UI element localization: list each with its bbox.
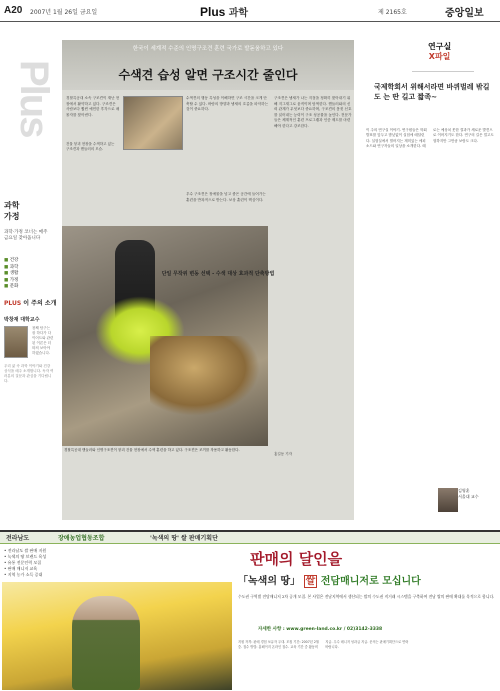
author-info: 김영훈 서울대 교수 bbox=[458, 488, 479, 499]
ad-description: 수도권 구역별 전담매니저 2차 공개 모집. 본 사업은 전남지역에서 생산되는 쌀의 수도권 직거래 시스템을 구축하여 전남 쌀의 판매 확대를 목적으로 합니다. bbox=[238, 594, 495, 599]
rescue-dog-photo-small bbox=[123, 96, 183, 150]
list-item: • 유통 전문인력 모집 bbox=[4, 560, 144, 566]
list-item: • 전라남도 쌀 판매 지원 bbox=[4, 548, 144, 554]
newspaper-logo: 중앙일보 bbox=[445, 8, 484, 19]
left-caption: 박창재 대학교수 bbox=[4, 317, 40, 323]
ad-header-bar bbox=[0, 532, 500, 544]
columnist-photo bbox=[4, 326, 28, 358]
list-item: • 판매 매니저 교육 bbox=[4, 566, 144, 572]
left-body: 첫째 탐구는 잘 하다가 다이어트와 관련된 이론은 더 따져 보아야 하겠습니다. bbox=[32, 326, 54, 355]
list-item: ■ 생활 bbox=[4, 271, 52, 278]
list-item: • 지역 농가 소득 증대 bbox=[4, 572, 144, 578]
author-photo bbox=[438, 488, 458, 512]
small-photo-caption: 건물 붕괴 현장을 수색하고 있는 구조견과 핸들러의 모습. bbox=[66, 142, 115, 151]
section-title: Plus 과학 bbox=[200, 5, 249, 19]
article-column-2b: 우수 구조견은 장애물을 넘고 좁은 공간에 들어가는 훈련을 반복적으로 받는다. 보상 훈련이 핵심이다. bbox=[186, 192, 266, 202]
list-item: • 녹색의 땅 브랜드 육성 bbox=[4, 554, 144, 560]
list-item: ■ 가정 bbox=[4, 278, 52, 285]
list-item: ■ 문화 bbox=[4, 284, 52, 291]
main-photo-caption: 경찰특공대 핸들러와 인명구조견이 붕괴 건물 현장에서 수색 훈련을 하고 있다. 구조견은 조끼를 착용하고 활동한다. bbox=[64, 448, 240, 452]
rescue-dog bbox=[150, 336, 260, 416]
ad-fine-print: 지원 자격: 판매 경험 보유자 우대. 모집 기간: 2007년 2월 중. 접수 방법: 홈페이지 온라인 접수. 교육 기간 중 활동비 지급. 우수 매니저 성과급 지급. 문의는 판매기획단으로 연락 바랍니다. bbox=[238, 640, 409, 649]
article-column-1: 경찰특공대 소속 구조견이 재난 현장에서 활약하고 있다. 구조견은 사람보다 훨씬 예민한 후각으로 매몰자를 찾아낸다. bbox=[66, 96, 120, 117]
list-item: ■ 과학 bbox=[4, 265, 52, 272]
page-header bbox=[0, 0, 500, 22]
ad-model-image bbox=[72, 596, 140, 690]
ad-title: 판매의 달인을 bbox=[250, 550, 343, 568]
article-headline: 수색견 습성 알면 구조시간 줄인다 bbox=[118, 68, 298, 82]
ad-bullets bbox=[4, 548, 144, 578]
ad-org: '녹색의 땅' 쌀 판매기획단 bbox=[150, 535, 218, 542]
ad-sponsor: 전라남도 bbox=[6, 535, 30, 542]
left-topic-list bbox=[4, 258, 52, 291]
left-section-title: 과학 가정 bbox=[4, 201, 20, 221]
ad-coop: 장애농업협동조합 bbox=[58, 535, 105, 542]
left-intro: 과학·가정 코너는 매주 금요일 찾아옵니다 bbox=[4, 230, 48, 241]
list-item: ■ 건강 bbox=[4, 258, 52, 265]
column-headline: 국제학회서 위해서라면 바퀴벌레 밖길도 는 딴 길고 짧족~ bbox=[374, 83, 490, 101]
plus-watermark: Plus bbox=[12, 60, 56, 137]
column-body: 이 주의 연구실 이야기. 연구원들은 학회 발표를 앞두고 밤낮없이 실험에 매달린다. 실험실에서 벌어지는 재미있는 에피소드와 연구자들의 일상을 소개한다. 때로는 예상치 못한 결과가 새로운 발견으로 이어지기도 한다. 연구의 길은 멀고도 험하지만 그만큼 보람도 크다. bbox=[366, 128, 494, 149]
ad-contact[interactable]: 자세한 사항 : www.green-land.co.kr / 02)3142-3338 bbox=[258, 627, 383, 632]
issue-date: 2007년 1월 26일 금요일 bbox=[30, 9, 98, 16]
edition-number: 제 2165호 bbox=[378, 9, 407, 16]
article-column-3: 구조견은 냄새가 나는 지점을 정확히 찾아내기 위해 지그재그로 움직이며 탐색한다. 핸들러와의 신뢰 관계가 무엇보다 중요하며, 구조견의 몸짓 신호를 읽어내는 능력이 구조 성공률을 높인다. 전문가들은 체계적인 훈련 프로그램과 인증 제도를 마련해야 한다고 강조한다. bbox=[274, 96, 352, 128]
left-body-continued: 우리 삶 속 과학 이야기와 건강 상식을 매주 소개합니다. 독자 여러분의 질문과 관심을 기다립니다. bbox=[4, 364, 54, 383]
plus-tab: PLUS 이 주의 소개 bbox=[4, 300, 57, 307]
ad-subtitle: 「녹색의 땅」 쌀 전담매니저로 모십니다 bbox=[238, 576, 421, 587]
corner-title: 연구실 X파일 bbox=[428, 42, 452, 61]
page-number: A20 bbox=[4, 5, 23, 16]
article-column-2: 수색견의 행동 특성을 이해하면 구조 시간을 크게 단축할 수 있다. 바람의 방향과 냄새의 흐름을 파악하는 것이 중요하다. bbox=[186, 96, 269, 111]
article-byline: 홍길동 기자 bbox=[274, 452, 293, 456]
pull-quote: 단일 무작위 변동 선택 - 수색 대상 효과적 단축방법 bbox=[161, 271, 275, 277]
article-kicker: 한국이 세계적 수준의 인명구조견 훈련 국가로 발돋움하고 있다 bbox=[132, 46, 284, 52]
